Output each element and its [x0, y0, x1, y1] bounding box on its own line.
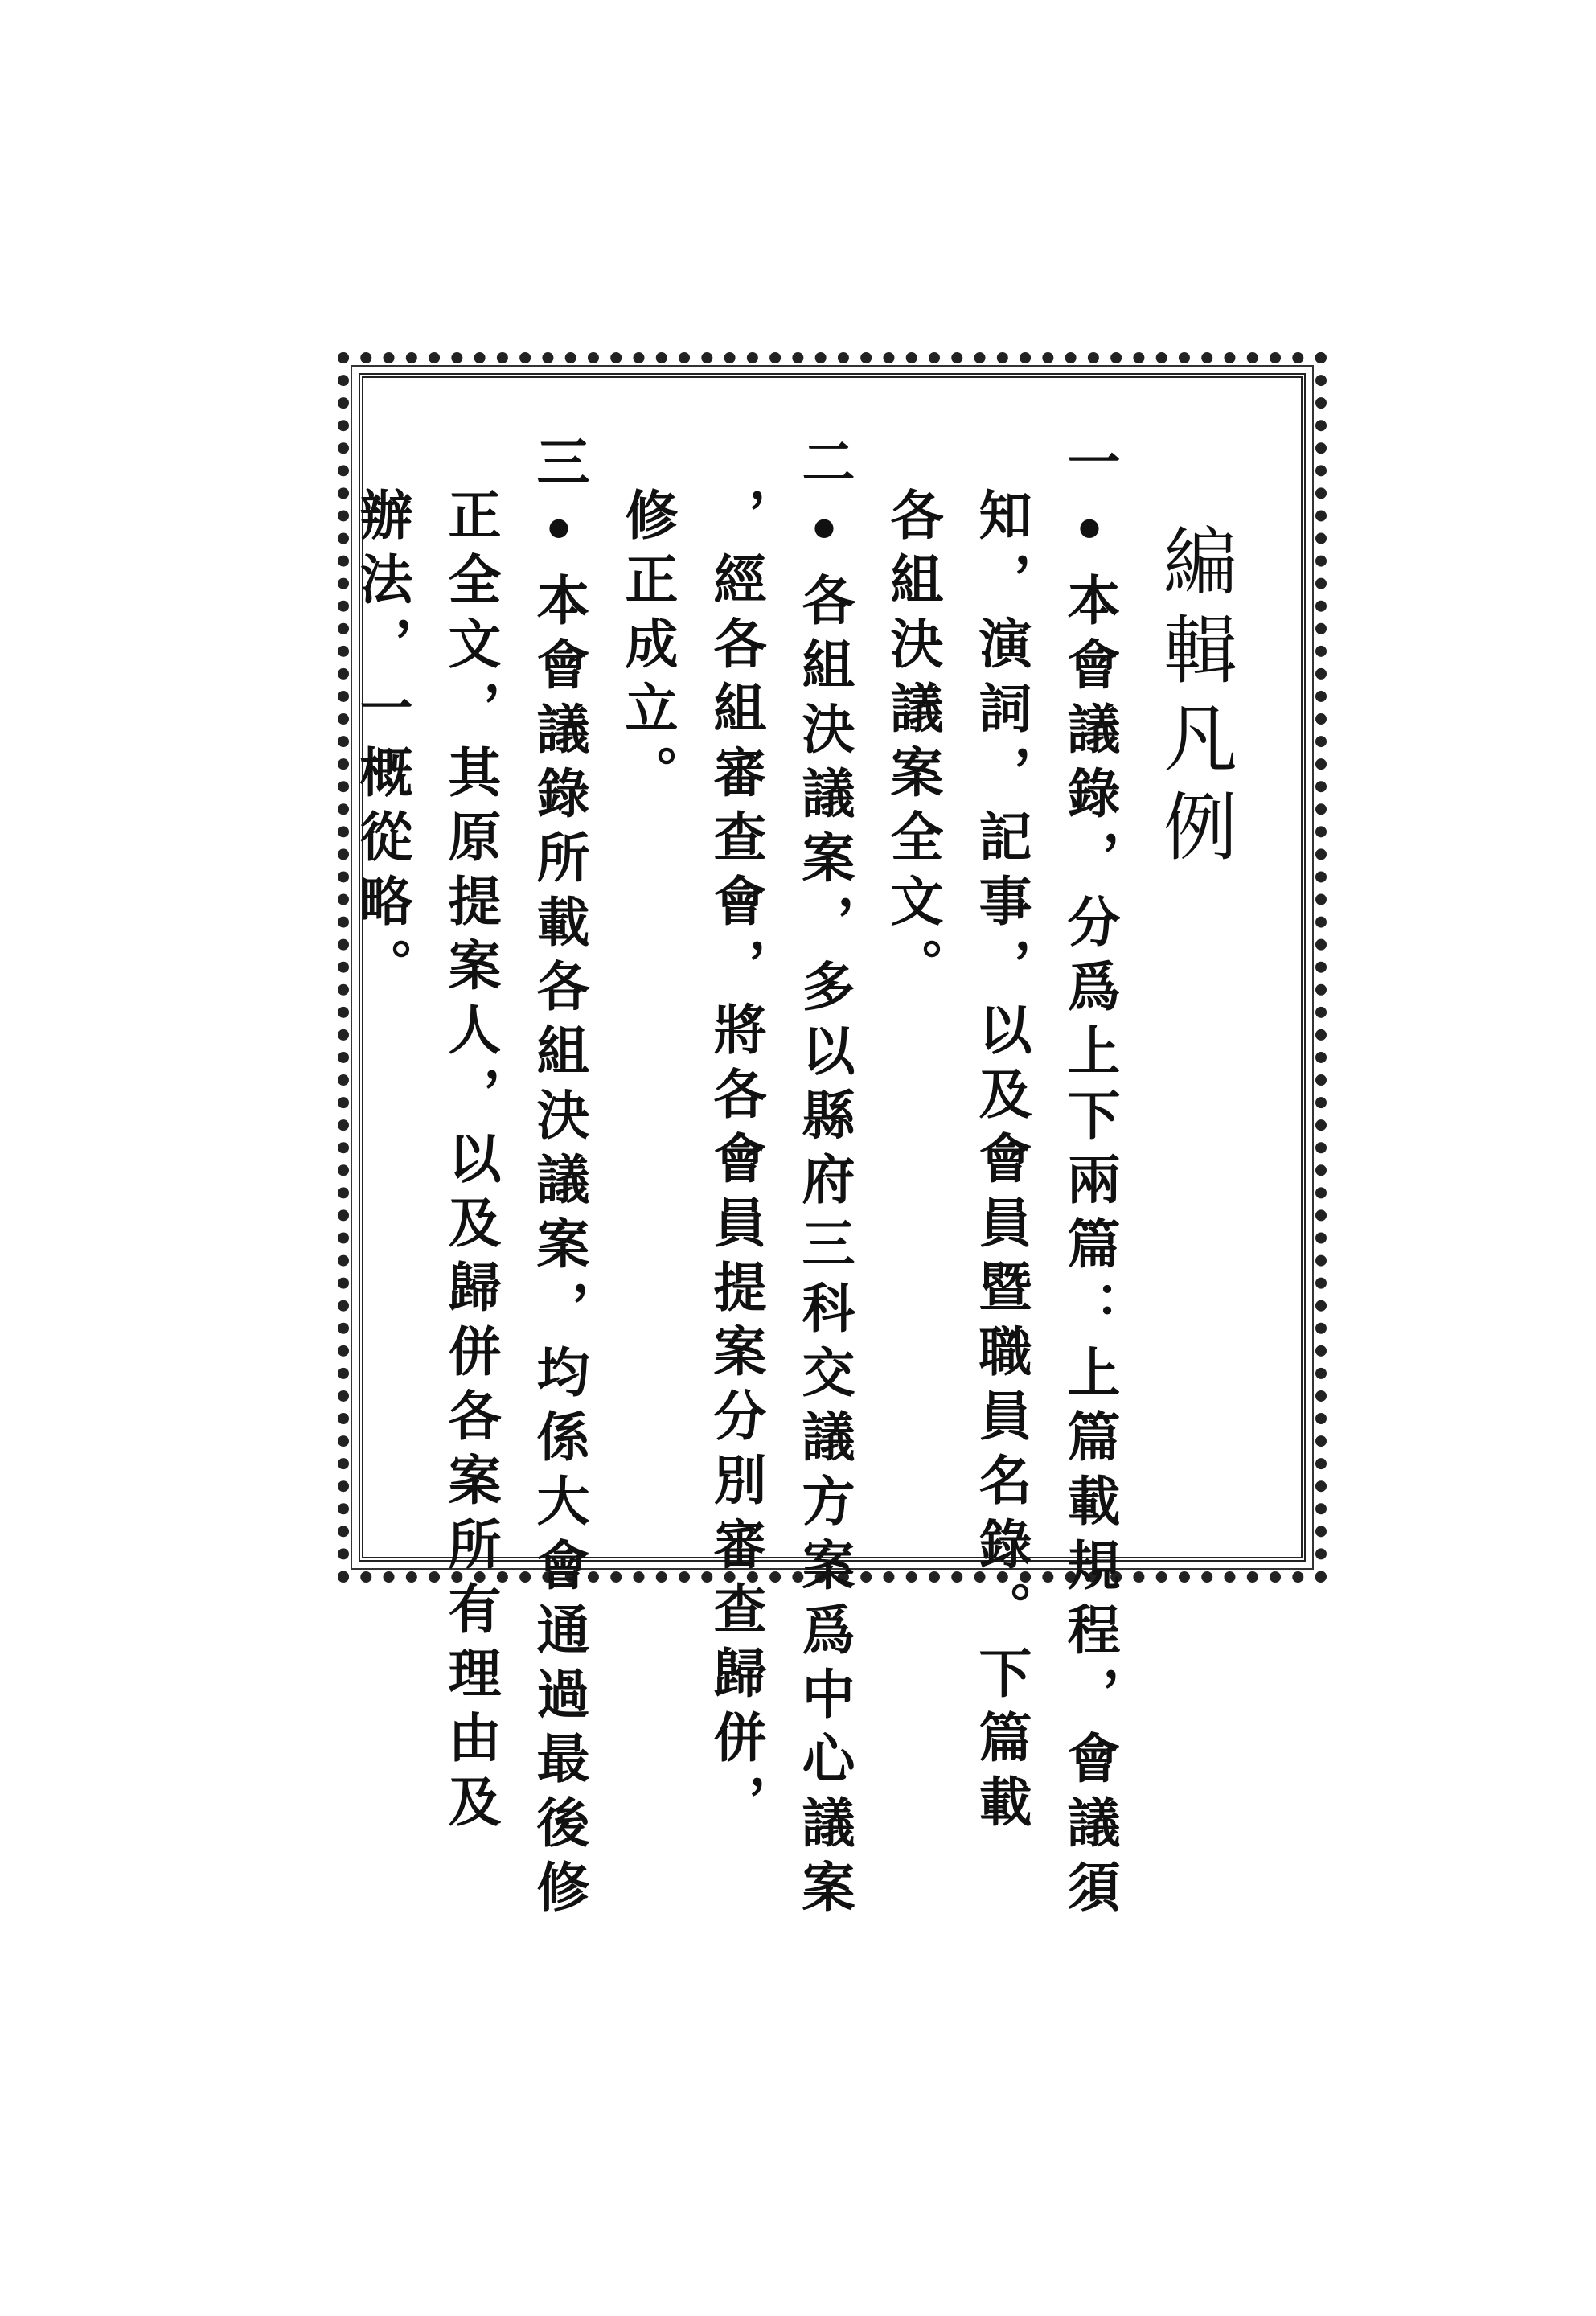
item-2-line-3: 修正成立。 [616, 487, 679, 809]
item-1-line-1: 一•本會議錄，分爲上下兩篇：上篇載規程，會議須 [1058, 434, 1121, 1924]
item-3-line-2: 正全文，其原提案人，以及歸併各案所有理由及 [439, 487, 502, 1838]
item-3-line-3: 辦法，一概從略。 [351, 487, 413, 1002]
item-1-line-3: 各組決議案全文。 [881, 487, 944, 1002]
item-1-line-2: 知，演詞，記事，以及會員暨職員名錄。下篇載 [970, 487, 1032, 1838]
page-title: 編輯凡例 [1151, 523, 1237, 877]
item-2-line-1: 二•各組決議案，多以縣府三科交議方案爲中心議案 [793, 434, 855, 1924]
editorial-notes-body [351, 434, 1254, 1924]
item-3-line-1: 三•本會議錄所載各組決議案，均係大會通過最後修 [527, 434, 590, 1924]
item-2-line-2: ，經各組審查會，將各會員提案分別審查歸併， [704, 487, 767, 1838]
